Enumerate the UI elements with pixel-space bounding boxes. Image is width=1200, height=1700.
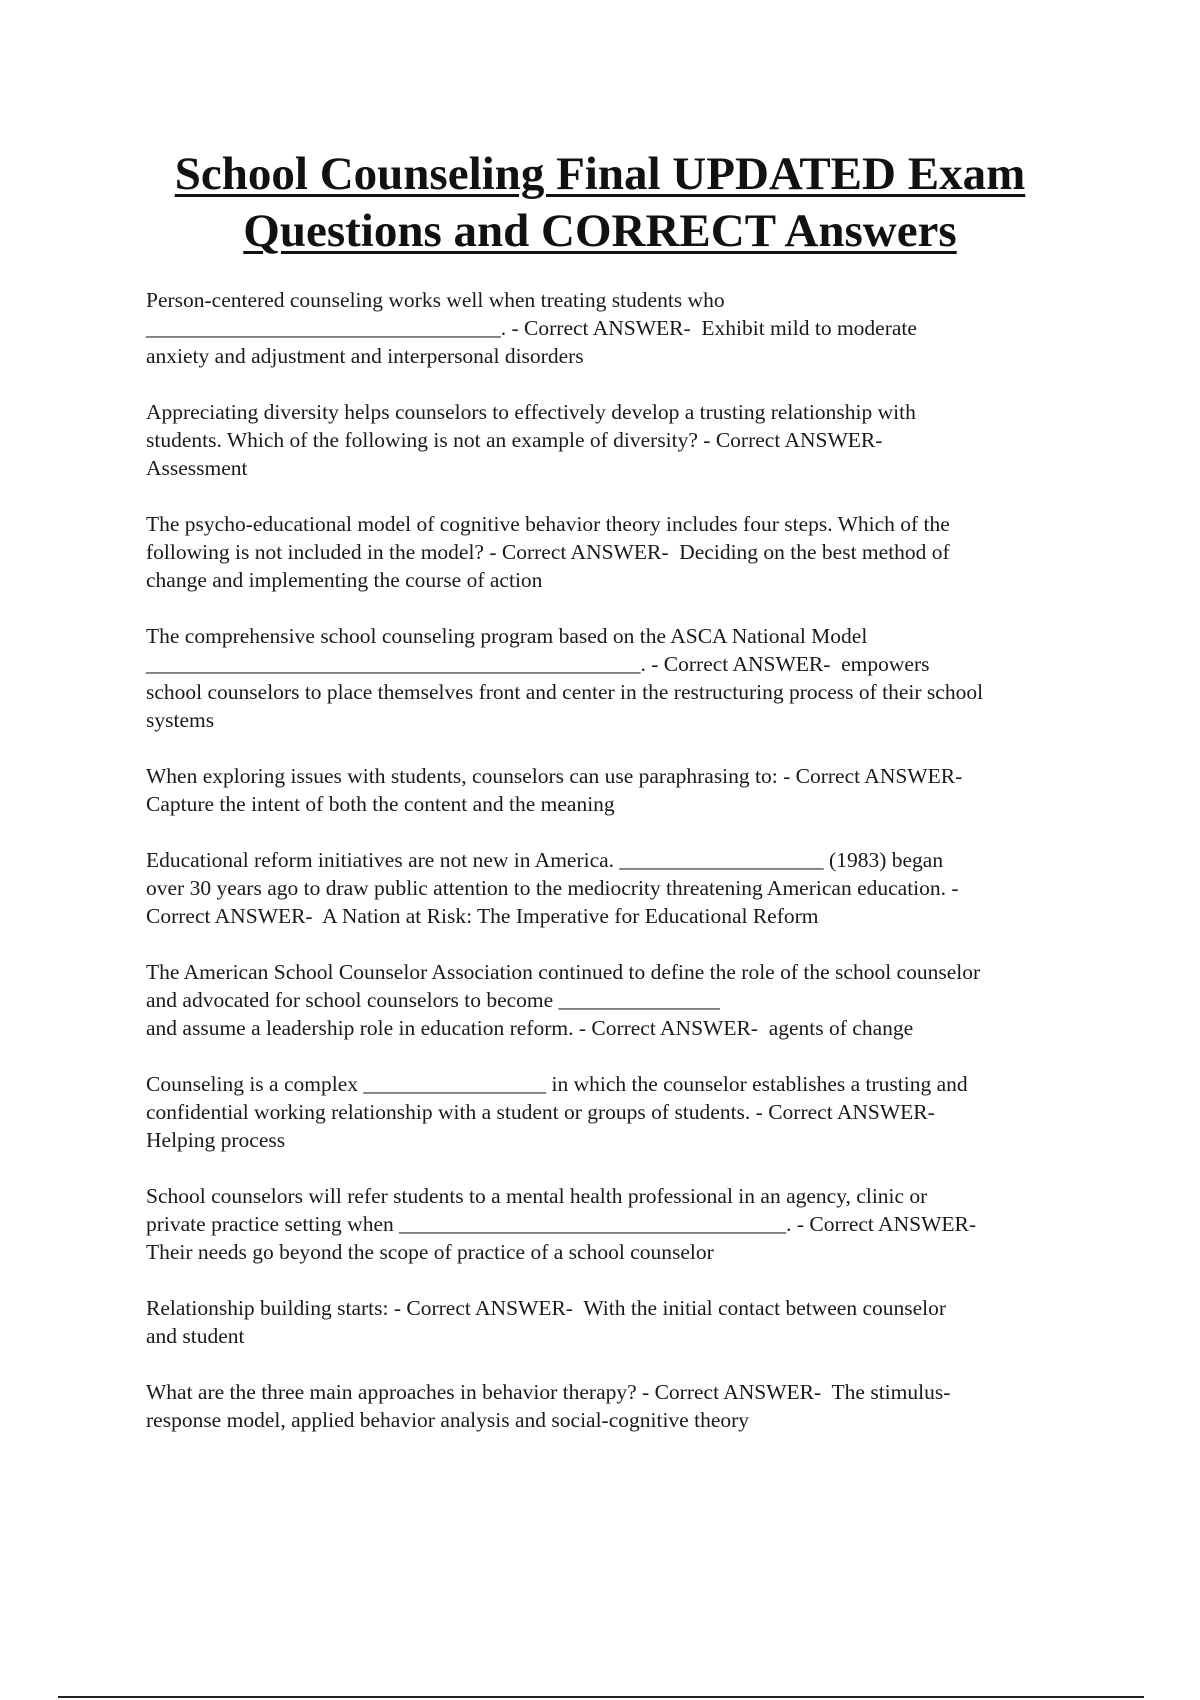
text-line: students. Which of the following is not an example of diversity? - Correct ANSWER-: [146, 428, 883, 452]
text-line: The psycho-educational model of cognitive behavior theory includes four steps. Which of the: [146, 512, 950, 536]
text-line: Assessment: [146, 456, 248, 480]
question-answer-item: [146, 1294, 1096, 1350]
text-line: confidential working relationship with a student or groups of students. - Correct ANSWER-: [146, 1100, 935, 1124]
title-line: School Counseling Final UPDATED Exam: [174, 148, 1026, 200]
text-line: private practice setting when ____________________________________. - Correct ANSWER-: [146, 1212, 976, 1236]
text-line: and assume a leadership role in education reform. - Correct ANSWER- agents of change: [146, 1016, 914, 1040]
text-line: _________________________________. - Correct ANSWER- Exhibit mild to moderate: [146, 316, 917, 340]
question-answer-item: [146, 1182, 1096, 1266]
text-line: and student: [146, 1324, 245, 1348]
question-answer-item: [146, 762, 1096, 818]
text-line: What are the three main approaches in behavior therapy? - Correct ANSWER- The stimulus-: [146, 1380, 951, 1404]
text-line: systems: [146, 708, 215, 732]
text-line: Their needs go beyond the scope of practice of a school counselor: [146, 1240, 714, 1264]
text-line: over 30 years ago to draw public attention to the mediocrity threatening American education. -: [146, 876, 959, 900]
text-line: School counselors will refer students to a mental health professional in an agency, clinic or: [146, 1184, 928, 1208]
text-line: change and implementing the course of action: [146, 568, 543, 592]
footer-divider: [58, 1696, 1144, 1698]
text-line: When exploring issues with students, counselors can use paraphrasing to: - Correct ANSWER-: [146, 764, 963, 788]
question-answer-item: [146, 958, 1096, 1042]
text-line: school counselors to place themselves front and center in the restructuring process of their school: [146, 680, 984, 704]
text-line: Counseling is a complex _________________ in which the counselor establishes a trusting and: [146, 1072, 968, 1096]
text-line: anxiety and adjustment and interpersonal disorders: [146, 344, 584, 368]
text-line: Person-centered counseling works well when treating students who: [146, 288, 725, 312]
text-line: Educational reform initiatives are not new in America. ___________________ (1983) began: [146, 848, 944, 872]
text-line: response model, applied behavior analysis and social-cognitive theory: [146, 1408, 750, 1432]
text-line: The American School Counselor Association continued to define the role of the school counselor: [146, 960, 981, 984]
question-answer-item: [146, 622, 1096, 734]
text-line: following is not included in the model? - Correct ANSWER- Deciding on the best method of: [146, 540, 950, 564]
text-line: Correct ANSWER- A Nation at Risk: The Imperative for Educational Reform: [146, 904, 819, 928]
page-title: [100, 146, 1100, 260]
text-line: Helping process: [146, 1128, 286, 1152]
question-answer-item: [146, 286, 1096, 370]
text-line: Appreciating diversity helps counselors to effectively develop a trusting relationship with: [146, 400, 916, 424]
question-answer-item: [146, 1378, 1096, 1434]
question-answer-item: [146, 1070, 1096, 1154]
text-line: and advocated for school counselors to become _______________: [146, 988, 720, 1012]
text-line: The comprehensive school counseling program based on the ASCA National Model: [146, 624, 868, 648]
text-line: Relationship building starts: - Correct ANSWER- With the initial contact between counselor: [146, 1296, 947, 1320]
title-line: Questions and CORRECT Answers: [243, 205, 957, 257]
question-answer-item: [146, 846, 1096, 930]
text-line: ______________________________________________. - Correct ANSWER- empowers: [146, 652, 930, 676]
question-answer-list: [146, 286, 1096, 1462]
text-line: Capture the intent of both the content and the meaning: [146, 792, 615, 816]
question-answer-item: [146, 510, 1096, 594]
question-answer-item: [146, 398, 1096, 482]
